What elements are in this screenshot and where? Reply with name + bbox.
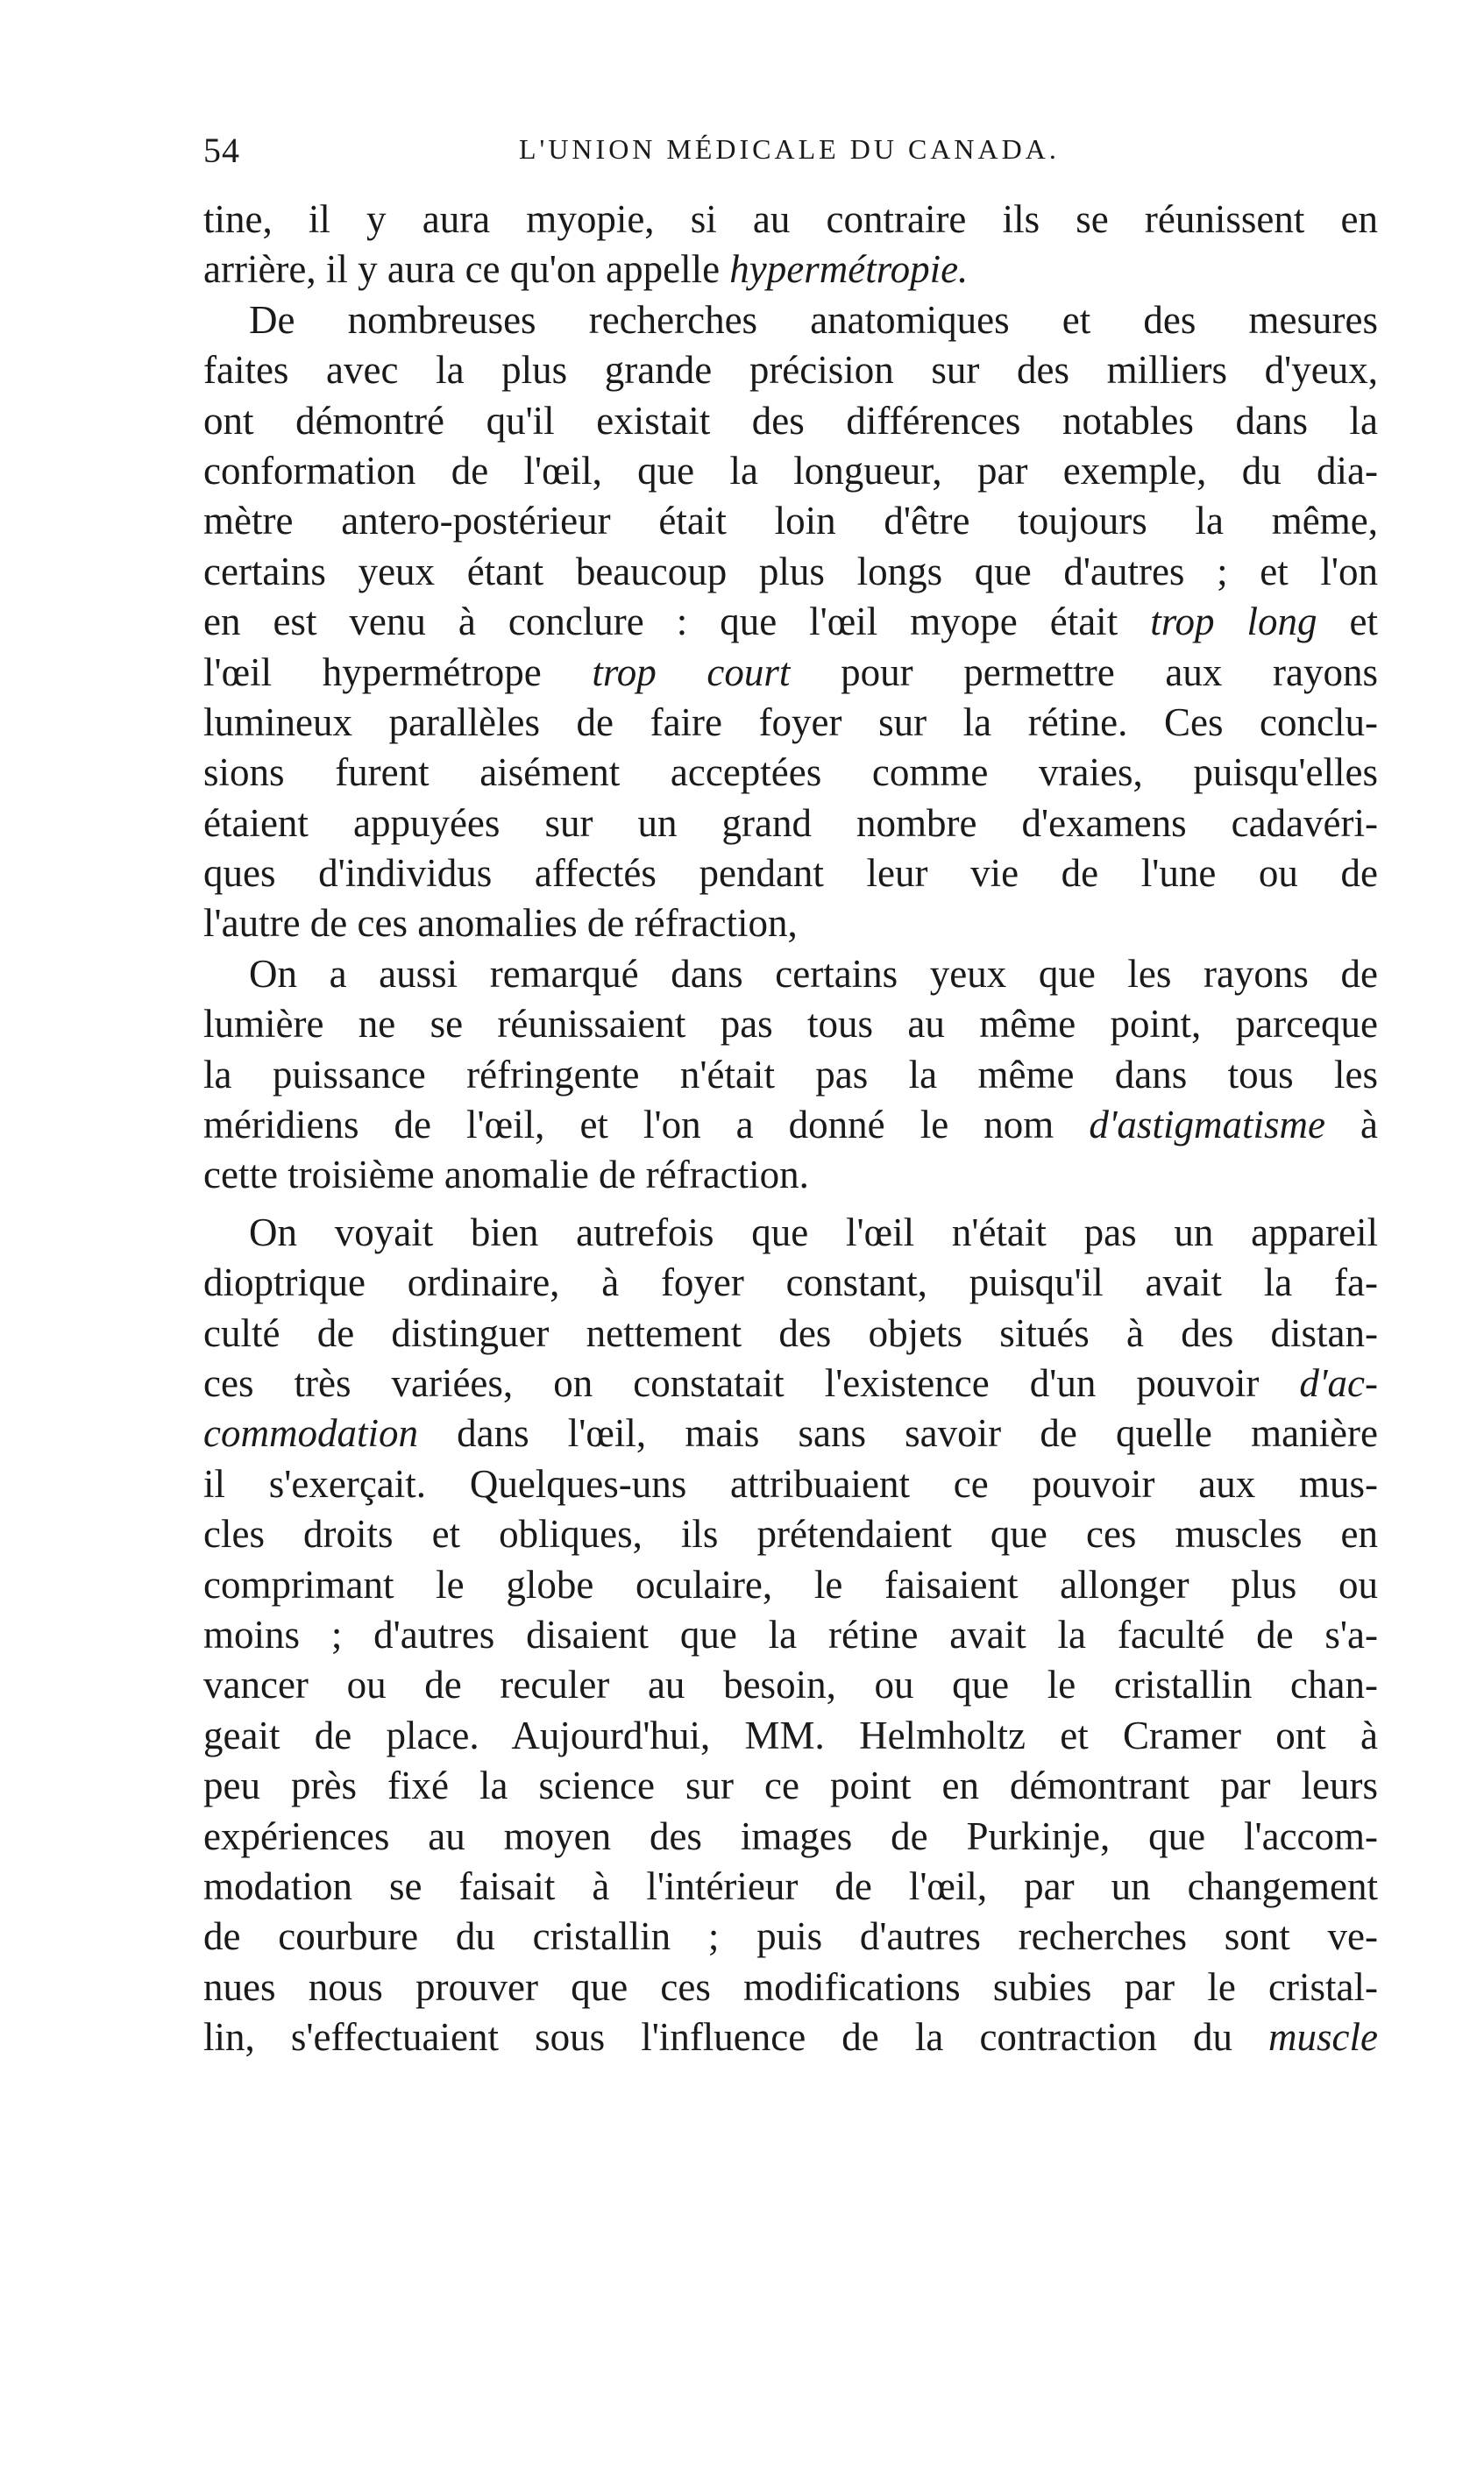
italic-run: trop long [1150,600,1317,644]
italic-run: trop court [592,649,791,694]
text-run: sions furent aisément acceptées comme vraies, puisqu'elles [203,750,1378,795]
text-line [203,1050,1378,1100]
text-line [203,295,1378,345]
text-line [203,345,1378,395]
text-line [203,1711,1378,1761]
text-line [203,547,1378,597]
text-run: la puissance réfringente n'était pas la même dans tous les [203,1052,1378,1097]
text-line [203,245,1378,295]
italic-run: d'ac- [1299,1360,1378,1405]
italic-run: muscle [1268,2015,1378,2060]
text-run: moins ; d'autres disaient que la rétine avait la faculté de s'a- [203,1612,1378,1657]
text-line [203,999,1378,1049]
text-run: modation se faisait à l'intérieur de l'œil, par un changement [203,1863,1378,1908]
text-run: comprimant le globe oculaire, le faisaient allonger plus ou [203,1562,1378,1607]
text-line [203,698,1378,748]
text-line [203,1560,1378,1610]
text-line [203,1660,1378,1710]
text-run: cles droits et obliques, ils prétendaient que ces muscles en [203,1512,1378,1557]
text-line [203,195,1378,245]
text-line [203,798,1378,848]
text-line [203,1100,1378,1150]
text-run: ces très variées, on constatait l'existence d'un pouvoir [203,1360,1300,1405]
body-text [203,195,1378,2062]
text-run: certains yeux étant beaucoup plus longs que d'autres ; et l'on [203,549,1378,593]
italic-run: d'astigmatisme [1089,1103,1325,1147]
text-line [203,446,1378,496]
text-line [203,396,1378,446]
text-line [203,1509,1378,1559]
text-run: On voyait bien autrefois que l'œil n'était pas un appareil [249,1210,1378,1254]
text-run: On a aussi remarqué dans certains yeux que les rayons de [249,951,1378,996]
text-run: pour permettre aux rayons [790,649,1378,694]
text-run: à [1324,1103,1378,1147]
text-run: l'autre de ces anomalies de réfraction, [203,901,798,946]
italic-run: commodation [203,1411,418,1456]
text-line [203,949,1378,999]
text-line [203,1610,1378,1660]
text-run: faites avec la plus grande précision sur des milliers d'yeux, [203,348,1378,393]
text-line [203,597,1378,647]
text-line [203,2012,1378,2062]
text-run: nues nous prouver que ces modifications subies par le cristal- [203,1964,1378,2009]
text-run: il s'exerçait. Quelques-uns attribuaient ce pouvoir aux mus- [203,1461,1378,1506]
text-run: tine, il y aura myopie, si au contraire ils se réunissent en [203,197,1378,241]
page-number: 54 [203,131,240,170]
text-run: de courbure du cristallin ; puis d'autres recherches sont ve- [203,1914,1378,1959]
text-run: en est venu à conclure : que l'œil myope était [203,600,1151,644]
text-line [203,1912,1378,1962]
text-run: dioptrique ordinaire, à foyer constant, puisqu'il avait la fa- [203,1260,1378,1305]
text-run: vancer ou de reculer au besoin, ou que le cristallin chan- [203,1663,1378,1707]
text-run: arrière, il y aura ce qu'on appelle [203,247,730,292]
text-line [203,1409,1378,1459]
italic-run: hypermétropie. [729,247,969,292]
text-line [203,898,1378,948]
text-run: lumière ne se réunissaient pas tous au même point, parceque [203,1002,1378,1047]
text-run: cette troisième anomalie de réfraction. [203,1153,809,1197]
text-run: étaient appuyées sur un grand nombre d'examens cadavéri- [203,800,1378,845]
running-title: L'UNION MÉDICALE DU CANADA. [519,133,1060,165]
paragraph-gap [203,1201,1378,1208]
text-line [203,848,1378,898]
text-run: De nombreuses recherches anatomiques et des mesures [249,297,1378,342]
text-run: conformation de l'œil, que la longueur, par exemple, du dia- [203,448,1378,493]
text-line [203,1862,1378,1912]
text-line [203,1459,1378,1509]
text-run: lumineux parallèles de faire foyer sur la rétine. Ces conclu- [203,699,1378,744]
text-run: méridiens de l'œil, et l'on a donné le nom [203,1103,1090,1147]
text-line [203,1963,1378,2012]
text-line [203,748,1378,798]
text-run: ont démontré qu'il existait des différences notables dans la [203,398,1378,443]
text-line [203,496,1378,546]
text-run: culté de distinguer nettement des objets situés à des distan- [203,1310,1378,1355]
text-run: ques d'individus affectés pendant leur vie de l'une ou de [203,851,1378,896]
text-run: dans l'œil, mais sans savoir de quelle manière [417,1411,1378,1456]
text-run: geait de place. Aujourd'hui, MM. Helmholtz et Cramer ont à [203,1713,1378,1757]
text-run: l'œil hypermétrope [203,649,593,694]
text-line [203,1359,1378,1409]
text-line [203,1208,1378,1258]
text-run: peu près fixé la science sur ce point en démontrant par leurs [203,1764,1378,1808]
text-run: et [1317,600,1378,644]
page-header [203,130,1378,174]
text-run: lin, s'effectuaient sous l'influence de la contraction du [203,2015,1269,2060]
text-line [203,1761,1378,1811]
text-line [203,648,1378,698]
text-line [203,1812,1378,1862]
text-run: mètre antero-postérieur était loin d'être toujours la même, [203,499,1378,543]
text-line [203,1309,1378,1359]
text-line [203,1258,1378,1308]
text-run: expériences au moyen des images de Purkinje, que l'accom- [203,1813,1378,1858]
text-line [203,1150,1378,1200]
